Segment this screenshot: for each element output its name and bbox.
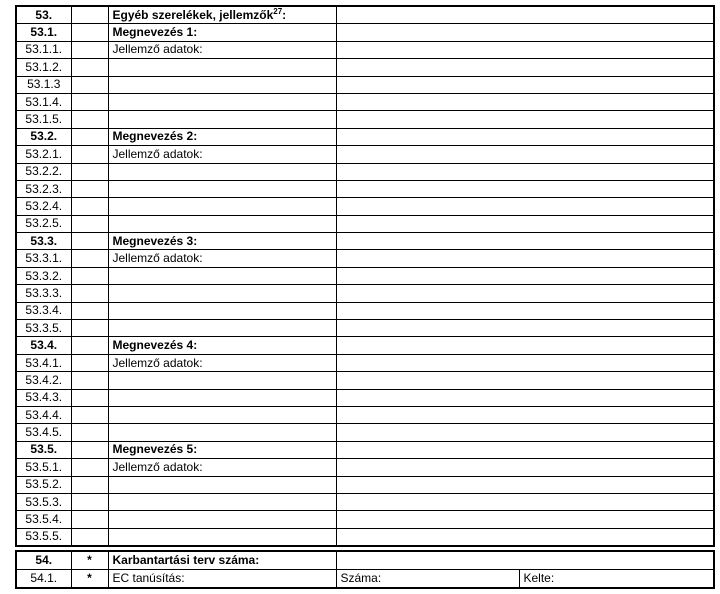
row-label [108,424,336,441]
row-value-field[interactable] [336,389,714,406]
ec-certification-label: EC tanúsítás: [108,570,336,589]
table-row [16,511,714,528]
row-number: 53.3.4. [16,302,71,319]
table-row [16,215,714,232]
section-54-title: Karbantartási terv száma: [108,551,336,570]
group-marker-cell [71,128,108,145]
row-marker-cell [71,476,108,493]
row-label: Jellemző adatok: [108,459,336,476]
row-number: 53.1.5. [16,111,71,128]
table-row [16,354,714,371]
row-number: 53.1.4. [16,93,71,110]
row-value-field[interactable] [336,59,714,76]
row-number: 53.2.5. [16,215,71,232]
table-row [16,285,714,302]
table-row [16,372,714,389]
group-marker-cell [71,337,108,354]
group-number: 53.4. [16,337,71,354]
row-value-field[interactable] [336,354,714,371]
row-marker-cell [71,111,108,128]
row-label [108,511,336,528]
group-title: Megnevezés 3: [108,233,336,250]
section-53-value-cell[interactable] [336,6,714,24]
row-marker-cell [71,59,108,76]
section-54-number: 54. [16,551,71,570]
table-row [16,250,714,267]
row-label [108,198,336,215]
row-number: 53.1.2. [16,59,71,76]
section-53-body [16,6,714,546]
row-marker-cell [71,493,108,510]
row-marker-cell [71,250,108,267]
table-row [16,406,714,423]
group-name-field[interactable] [336,233,714,250]
row-label [108,302,336,319]
section-54-1-row [16,570,714,589]
row-label [108,493,336,510]
table-row [16,389,714,406]
row-marker-cell [71,511,108,528]
row-label [108,267,336,284]
row-value-field[interactable] [336,198,714,215]
row-label [108,406,336,423]
group-name-field[interactable] [336,441,714,458]
group-header-row [16,441,714,458]
row-number: 53.3.2. [16,267,71,284]
group-marker-cell [71,441,108,458]
row-marker-cell [71,41,108,58]
row-number: 53.4.5. [16,424,71,441]
row-label [108,476,336,493]
section-53-title-cell [108,6,336,24]
table-row [16,76,714,93]
group-number: 53.5. [16,441,71,458]
group-number: 53.1. [16,24,71,41]
row-number: 53.5.1. [16,459,71,476]
row-value-field[interactable] [336,146,714,163]
table-row [16,146,714,163]
table-row [16,493,714,510]
row-number: 53.3.3. [16,285,71,302]
group-title: Megnevezés 1: [108,24,336,41]
row-label: Jellemző adatok: [108,41,336,58]
table-row [16,180,714,197]
table-row [16,320,714,337]
row-marker-cell [71,406,108,423]
row-label [108,528,336,546]
section-53-number: 53. [16,6,71,24]
row-number: 53.1.3 [16,76,71,93]
row-value-field[interactable] [336,406,714,423]
group-number: 53.2. [16,128,71,145]
row-label [108,76,336,93]
row-marker-cell [71,285,108,302]
row-label [108,93,336,110]
row-value-field[interactable] [336,250,714,267]
row-marker-cell [71,215,108,232]
row-value-field[interactable] [336,511,714,528]
row-marker-cell [71,163,108,180]
row-marker-cell [71,93,108,110]
section-53-table [15,5,715,547]
section-54-table [15,550,715,589]
row-value-field[interactable] [336,528,714,546]
group-name-field[interactable] [336,337,714,354]
ec-certification-number-field[interactable]: Száma: [336,570,519,589]
table-row [16,267,714,284]
row-label: Jellemző adatok: [108,250,336,267]
table-row [16,528,714,546]
maintenance-plan-number-field[interactable] [336,551,714,570]
table-row [16,459,714,476]
table-row [16,198,714,215]
row-number: 53.4.4. [16,406,71,423]
table-row [16,424,714,441]
section-54-marker: * [71,551,108,570]
row-value-field[interactable] [336,267,714,284]
row-number: 53.4.3. [16,389,71,406]
row-marker-cell [71,146,108,163]
row-label [108,59,336,76]
row-number: 53.5.2. [16,476,71,493]
group-header-row [16,337,714,354]
section-53-marker-cell [71,6,108,24]
table-row [16,41,714,58]
table-row [16,111,714,128]
row-marker-cell [71,302,108,319]
row-number: 53.2.4. [16,198,71,215]
row-value-field[interactable] [336,476,714,493]
table-row [16,59,714,76]
row-number: 53.5.4. [16,511,71,528]
row-value-field[interactable] [336,93,714,110]
row-value-field[interactable] [336,285,714,302]
section-54-1-marker: * [71,570,108,589]
row-number: 53.5.3. [16,493,71,510]
row-number: 53.1.1. [16,41,71,58]
group-title: Megnevezés 2: [108,128,336,145]
row-number: 53.2.3. [16,180,71,197]
section-53-header-row [16,6,714,24]
table-row [16,302,714,319]
table-row [16,93,714,110]
row-number: 53.2.1. [16,146,71,163]
row-label [108,320,336,337]
row-label [108,180,336,197]
section-54-header-row [16,551,714,570]
row-marker-cell [71,424,108,441]
row-label [108,163,336,180]
ec-certification-date-field[interactable]: Kelte: [519,570,714,589]
row-value-field[interactable] [336,302,714,319]
row-marker-cell [71,198,108,215]
row-number: 53.4.2. [16,372,71,389]
group-number: 53.3. [16,233,71,250]
group-marker-cell [71,24,108,41]
group-title: Megnevezés 5: [108,441,336,458]
table-row [16,476,714,493]
group-header-row [16,233,714,250]
table-row [16,163,714,180]
row-marker-cell [71,180,108,197]
row-value-field[interactable] [336,459,714,476]
row-value-field[interactable] [336,215,714,232]
row-marker-cell [71,528,108,546]
group-marker-cell [71,233,108,250]
row-marker-cell [71,459,108,476]
group-header-row [16,24,714,41]
row-number: 53.4.1. [16,354,71,371]
row-marker-cell [71,76,108,93]
row-value-field[interactable] [336,41,714,58]
row-number: 53.5.5. [16,528,71,546]
group-name-field[interactable] [336,128,714,145]
row-label [108,215,336,232]
row-value-field[interactable] [336,111,714,128]
row-marker-cell [71,389,108,406]
group-header-row [16,128,714,145]
section-53-title-suffix: : [282,7,287,22]
row-value-field[interactable] [336,320,714,337]
section-53-title: Egyéb szerelékek, jellemzők [112,7,274,22]
row-marker-cell [71,320,108,337]
group-title: Megnevezés 4: [108,337,336,354]
row-value-field[interactable] [336,493,714,510]
row-marker-cell [71,267,108,284]
row-label [108,389,336,406]
row-marker-cell [71,354,108,371]
row-number: 53.2.2. [16,163,71,180]
row-value-field[interactable] [336,424,714,441]
row-value-field[interactable] [336,76,714,93]
row-number: 53.3.5. [16,320,71,337]
row-value-field[interactable] [336,372,714,389]
row-label [108,111,336,128]
group-name-field[interactable] [336,24,714,41]
row-label: Jellemző adatok: [108,146,336,163]
section-54-1-number: 54.1. [16,570,71,589]
row-value-field[interactable] [336,163,714,180]
row-value-field[interactable] [336,180,714,197]
footnote-ref: 27 [273,6,283,16]
row-marker-cell [71,372,108,389]
row-label: Jellemző adatok: [108,354,336,371]
row-number: 53.3.1. [16,250,71,267]
row-label [108,285,336,302]
row-label [108,372,336,389]
